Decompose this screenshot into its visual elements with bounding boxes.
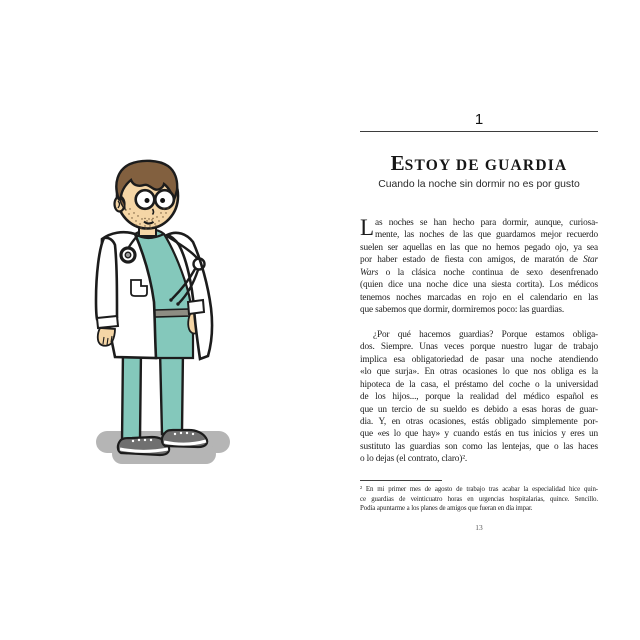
doctor-legs xyxy=(122,350,183,442)
body-line: que sabemos que dormir, dormiremos poco: las guardias. xyxy=(360,305,565,316)
body-text xyxy=(360,217,598,466)
body-line: suelen ser aquellas en las que no hemos pegado ojo, ya sea xyxy=(360,242,598,253)
doctor-illustration xyxy=(60,150,280,480)
body-line: (quien dice una noche dice una siesta cortita). Los médicos xyxy=(360,280,598,291)
paragraph-2 xyxy=(360,329,598,466)
pupil-left xyxy=(145,198,150,203)
chapter-rule xyxy=(360,131,598,132)
chapter-subtitle: Cuando la noche sin dormir no es por gusto xyxy=(378,179,580,190)
body-line: as noches se han hecho para dormir, aunque, curiosa- xyxy=(375,218,598,228)
footnote-line: ² En mi primer mes de agosto de trabajo tras acabar la especialidad hice quin- xyxy=(360,485,598,493)
footnote xyxy=(360,485,598,514)
doctor-head xyxy=(115,161,179,236)
footnote-line: ce guardias de veinticuatro horas en urgencias hospitalarias, quince. Sencillo. xyxy=(360,495,598,503)
chapter-title xyxy=(360,149,598,176)
body-line: dia. Y, en otras ocasiones, estás obligado simplemente por- xyxy=(360,416,598,427)
body-line: dos. Siempre. Unas veces porque nuestro lugar de trabajo xyxy=(360,342,598,353)
footnote-rule xyxy=(360,480,442,481)
body-line: mente, las noches de las que guardamos mejor recuerdo xyxy=(375,230,598,241)
body-line: Wars o la clásica noche continua de sexo desenfrenado xyxy=(360,267,598,278)
body-line: sustituto las guardias son como las lentejas, que o las haces xyxy=(360,441,598,452)
body-line: tenemos noches marcadas en rojo en el calendario en las xyxy=(360,292,598,303)
body-line: de los hijos..., porque la realidad del médico español es xyxy=(360,392,598,403)
body-line: ¿Por qué hacemos guardias? Porque estamos obliga- xyxy=(373,329,598,340)
chapter-title-rest: STOY DE GUARDIA xyxy=(404,157,568,174)
chapter-title-initial: E xyxy=(390,151,405,175)
doctor-belt xyxy=(154,309,191,317)
body-line: que un tercio de su sueldo es debido a esas horas de guar- xyxy=(360,404,598,415)
right-page xyxy=(360,0,598,532)
body-line: o lo dejas (el contrato, claro)². xyxy=(360,454,468,465)
body-line: «lo que surja». En otras ocasiones lo que nos obliga es la xyxy=(360,367,598,378)
body-line: que «es lo que hay» y cuando estás en tus inicios y eres un xyxy=(360,429,598,440)
body-line: implica esa obligatoriedad de pasar una noche atendiendo xyxy=(360,354,598,365)
drop-cap: L xyxy=(360,215,374,240)
body-line: hipoteca de la casa, el préstamo del coche o la universidad xyxy=(360,379,598,390)
chapter-number: 1 xyxy=(474,111,484,128)
doctor-left-hand xyxy=(98,328,115,346)
pupil-right xyxy=(160,198,165,203)
page-number: 13 xyxy=(475,523,483,533)
body-line: por haber estado de fiesta con amigos, de maratón de Star xyxy=(360,255,598,266)
footnote-line: Podía apuntarme a los planes de amigos que fueran en día impar. xyxy=(360,505,533,513)
